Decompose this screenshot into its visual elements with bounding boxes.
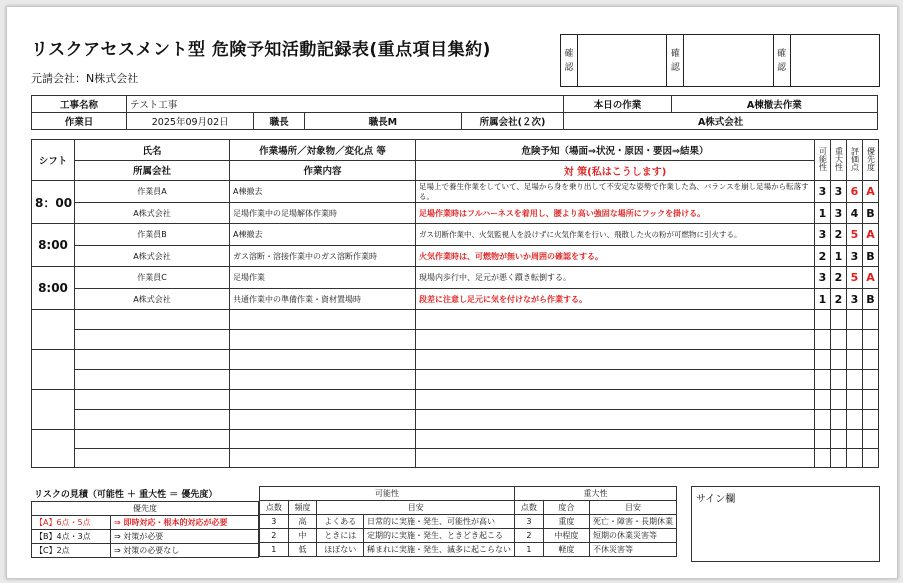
risk-matrix [259,486,677,557]
foreman-value[interactable]: 職長M [304,113,461,130]
sheet-title: リスクアセスメント型 危険予知活動記録表(重点項目集約) [31,40,491,60]
matrix-row: 2 中 ときには 定期的に実施・発生、ときどき起こる 2 中程度 短期の休業災害等 [260,529,677,543]
worker-company[interactable]: A株式会社 [75,246,230,267]
score-col: 点数 [260,501,289,515]
priority-action-b: ⇒ 対策が必要 [111,530,259,544]
confirm-box-2[interactable] [684,35,773,86]
col-possibility: 可能性 [815,140,831,181]
measure-text[interactable]: 火気作業時は、可燃物が無いか周囲の確認をする。 [416,246,815,267]
guide-col: 目安 [590,501,677,515]
shift-cell[interactable] [32,310,75,350]
measure-text[interactable]: 足場作業時はフルハーネスを着用し、腰より高い強固な場所にフックを掛ける。 [416,203,815,224]
priority-grade-c: 【C】2点 [32,544,111,558]
hazard-text[interactable] [416,390,815,410]
priority-legend-header: 優先度 [32,502,259,516]
name-header: 氏名 [75,140,230,161]
worker-name[interactable] [75,430,230,449]
ky-record-sheet [6,6,898,579]
possibility-after[interactable]: 1 [815,203,831,224]
priority-action-a: ⇒ 即時対応・根本的対応が必要 [111,516,259,530]
possibility-after[interactable]: 2 [815,246,831,267]
work-place[interactable] [230,310,416,330]
shift-cell[interactable] [32,430,75,468]
priority-before[interactable]: A [863,181,879,203]
shift-cell[interactable]: 8:00 [32,224,75,267]
worker-name[interactable] [75,310,230,330]
priority-action-c: ⇒ 対策の必要なし [111,544,259,558]
work-content[interactable] [230,370,416,390]
work-place[interactable]: A棟撤去 [230,224,416,246]
hazard-text[interactable] [416,430,815,449]
priority-after[interactable]: B [863,289,879,310]
hazard-text[interactable]: 足場上で養生作業をしていて、足場から身を乗り出して不安定な姿勢で作業した為、バランスを崩し足場から転落する。 [416,181,815,203]
worker-company[interactable]: A株式会社 [75,289,230,310]
worker-company[interactable]: A株式会社 [75,203,230,224]
worker-name[interactable] [75,390,230,410]
measure-text[interactable] [416,370,815,390]
worker-name[interactable] [75,350,230,370]
signature-label: サイン欄 [696,494,736,505]
shift-cell[interactable]: 8:00 [32,267,75,310]
risk-estimate-title: リスクの見積（可能性 ＋ 重大性 ＝ 優先度） [34,490,218,500]
project-value[interactable]: テスト工事 [127,96,564,113]
hazard-text[interactable]: 現場内歩行中、足元が悪く躓き転倒する。 [416,267,815,289]
measure-text[interactable] [416,449,815,468]
shift-header: シフト [32,140,75,181]
worker-company[interactable] [75,330,230,350]
work-content[interactable] [230,410,416,430]
degree-col: 度合 [543,501,589,515]
priority-before[interactable]: A [863,267,879,289]
confirm-label: 確 認 [561,35,578,86]
date-value[interactable]: 2025年09月02日 [127,113,254,130]
today-work-value[interactable]: A棟撤去作業 [671,96,877,113]
work-place[interactable]: 足場作業 [230,267,416,289]
measure-text[interactable] [416,410,815,430]
priority-grade-a: 【A】6点・5点 [32,516,111,530]
hazard-text[interactable] [416,350,815,370]
possibility-header: 可能性 [260,487,515,501]
score-before[interactable]: 5 [847,224,863,246]
measure-text[interactable] [416,330,815,350]
company-value[interactable]: A株式会社 [564,113,878,130]
score-after[interactable]: 3 [847,289,863,310]
matrix-row: 1 低 ほぼない 稀まれに実施・発生、滅多に起こらない 1 軽度 不休災害等 [260,543,677,557]
possibility-before[interactable]: 3 [815,267,831,289]
score-before[interactable]: 5 [847,267,863,289]
work-content[interactable]: 共通作業中の準備作業・資材置場時 [230,289,416,310]
priority-before[interactable]: A [863,224,879,246]
confirm-box-1[interactable] [578,35,667,86]
severity-after[interactable]: 2 [831,289,847,310]
col-priority: 優先度 [863,140,879,181]
prime-contractor: 元請会社：N株式会社 [31,72,139,85]
confirm-stamps [560,34,880,87]
score-col: 点数 [515,501,544,515]
severity-before[interactable]: 2 [831,224,847,246]
worker-company[interactable] [75,370,230,390]
work-content[interactable] [230,330,416,350]
hazard-text[interactable] [416,310,815,330]
possibility-after[interactable]: 1 [815,289,831,310]
confirm-label: 確 認 [667,35,684,86]
today-work-label: 本日の作業 [564,96,671,113]
frequency-col: 頻度 [288,501,317,515]
hazard-text[interactable]: ガス切断作業中、火気監視人を設けずに火気作業を行い、飛散した火の粉が可燃物に引火する。 [416,224,815,246]
hazard-table [31,139,879,468]
priority-legend [31,501,259,558]
score-after[interactable]: 3 [847,246,863,267]
possibility-before[interactable]: 3 [815,224,831,246]
priority-after[interactable]: B [863,246,879,267]
signature-box[interactable] [691,486,880,562]
col-score: 評価点 [847,140,863,181]
project-label: 工事名称 [32,96,127,113]
severity-after[interactable]: 3 [831,203,847,224]
date-label: 作業日 [32,113,127,130]
guide-col: 目安 [317,501,515,515]
matrix-row: 3 高 よくある 日常的に実施・発生、可能性が高い 3 重度 死亡・障害・長期休業 [260,515,677,529]
confirm-box-3[interactable] [791,35,879,86]
measure-header: 対 策(私はこうします) [416,160,815,181]
work-content[interactable]: ガス溶断・溶接作業中のガス溶断作業時 [230,246,416,267]
measure-text[interactable]: 段差に注意し足元に気を付けながら作業する。 [416,289,815,310]
confirm-label: 確 認 [774,35,791,86]
work-content[interactable] [230,449,416,468]
worker-company[interactable] [75,449,230,468]
priority-grade-b: 【B】4点・3点 [32,530,111,544]
col-severity: 重大性 [831,140,847,181]
severity-header: 重大性 [515,487,677,501]
severity-after[interactable]: 1 [831,246,847,267]
company-label: 所属会社(２次) [461,113,564,130]
work-info-table [31,95,878,130]
work-place[interactable] [230,430,416,449]
shift-cell[interactable] [32,390,75,430]
score-before[interactable]: 6 [847,181,863,203]
work-place[interactable] [230,390,416,410]
score-after[interactable]: 4 [847,203,863,224]
affiliation-header: 所属会社 [75,160,230,181]
severity-before[interactable]: 3 [831,181,847,203]
hazard-header: 危険予知（場面⇒状況・原因・要因⇒結果） [416,140,815,161]
worker-name[interactable]: 作業員A [75,181,230,203]
possibility-before[interactable]: 3 [815,181,831,203]
worker-name[interactable]: 作業員C [75,267,230,289]
work-place[interactable]: A棟撤去 [230,181,416,203]
foreman-label: 職長 [254,113,305,130]
severity-before[interactable]: 2 [831,267,847,289]
shift-cell[interactable]: 8：00 [32,181,75,224]
worker-company[interactable] [75,410,230,430]
place-header: 作業場所／対象物／変化点 等 [230,140,416,161]
shift-cell[interactable] [32,350,75,390]
content-header: 作業内容 [230,160,416,181]
worker-name[interactable]: 作業員B [75,224,230,246]
work-content[interactable]: 足場作業中の足場解体作業時 [230,203,416,224]
work-place[interactable] [230,350,416,370]
priority-after[interactable]: B [863,203,879,224]
